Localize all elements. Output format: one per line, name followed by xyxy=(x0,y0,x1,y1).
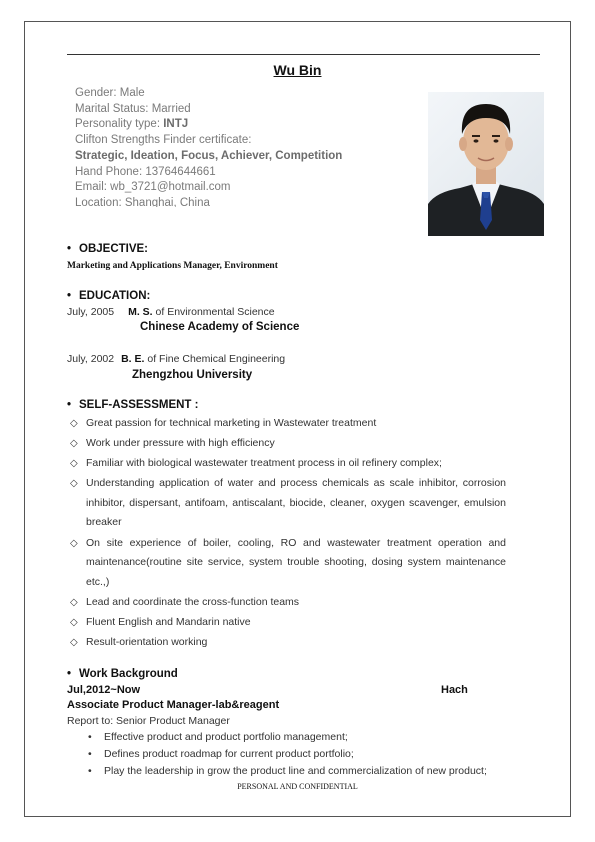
gender: Gender: Male xyxy=(75,87,145,99)
clifton-strengths: Strategic, Ideation, Focus, Achiever, Competition xyxy=(75,149,343,162)
education-school-1: Chinese Academy of Science xyxy=(140,321,300,333)
list-item-text: Great passion for technical marketing in Wastewater treatment xyxy=(86,417,377,429)
education-heading xyxy=(67,290,150,302)
objective-text: Marketing and Applications Manager, Environment xyxy=(67,261,278,271)
diamond-bullet-icon: ◇ xyxy=(70,537,78,549)
diamond-bullet-icon: ◇ xyxy=(70,616,78,628)
personal-info xyxy=(75,86,342,207)
list-item-text: Familiar with biological wastewater treatment process in oil refinery complex; xyxy=(86,457,442,470)
personality-type xyxy=(75,117,342,133)
work-title: Associate Product Manager-lab&reagent xyxy=(67,699,280,711)
work-company: Hach xyxy=(441,684,468,696)
bullet-icon: • xyxy=(88,731,92,743)
list-item-text: Understanding application of water and process chemicals as scale inhibitor, corrosion inhibitor, dispersant, antifoam, antiscalant, biocide, cleaner, oxygen scavenger, emulsion breaker xyxy=(86,477,506,529)
personality-label: Personality type: xyxy=(75,118,164,131)
list-item-text: On site experience of boiler, cooling, RO and wastewater treatment operation and maintenance(routine site service, system trouble shooting, dosing system maintenance etc.,) xyxy=(86,536,506,588)
education-date: July, 2002 xyxy=(67,353,115,365)
diamond-bullet-icon: ◇ xyxy=(70,438,78,450)
diamond-bullet-icon: ◇ xyxy=(70,418,78,429)
bullet-icon: • xyxy=(88,764,92,777)
list-item xyxy=(70,414,506,434)
education-entry-1 xyxy=(67,306,275,318)
portrait-illustration xyxy=(428,92,544,236)
list-item-text: Work under pressure with high efficiency xyxy=(86,437,275,450)
phone: Hand Phone: 13764644661 xyxy=(75,165,216,178)
list-item-text: Lead and coordinate the cross-function teams xyxy=(86,595,300,608)
candidate-name: Wu Bin xyxy=(273,62,322,78)
education-school-2: Zhengzhou University xyxy=(132,369,253,381)
list-item xyxy=(88,729,487,746)
education-field: of Fine Chemical Engineering xyxy=(144,353,286,365)
list-item xyxy=(70,454,506,474)
email: Email: wb_3721@hotmail.com xyxy=(75,181,231,194)
list-item xyxy=(70,633,506,653)
work-background-heading xyxy=(67,668,178,680)
diamond-bullet-icon: ◇ xyxy=(70,458,78,470)
list-item-text: Defines product roadmap for current product portfolio; xyxy=(104,747,354,760)
work-period: Jul,2012~Now xyxy=(67,684,141,696)
self-assessment-heading-label: SELF-ASSESSMENT : xyxy=(79,399,199,411)
diamond-bullet-icon: ◇ xyxy=(70,637,78,649)
list-item xyxy=(88,763,487,780)
list-item xyxy=(70,593,506,613)
bullet-icon: • xyxy=(67,290,72,302)
objective-heading xyxy=(67,243,148,255)
marital-status: Marital Status: Married xyxy=(75,102,191,115)
personality-value: INTJ xyxy=(163,118,189,131)
self-assessment-list xyxy=(70,414,506,653)
work-background-heading-label: Work Background xyxy=(79,668,178,680)
bullet-icon: • xyxy=(67,668,72,680)
work-duties-list xyxy=(88,729,487,779)
list-item xyxy=(70,613,506,633)
bullet-icon: • xyxy=(67,243,72,255)
list-item-text: Result-orientation working xyxy=(86,636,208,649)
clifton-label: Clifton Strengths Finder certificate: xyxy=(75,134,252,147)
education-date: July, 2005 xyxy=(67,306,115,318)
bullet-icon: • xyxy=(88,747,92,760)
top-rule xyxy=(67,54,540,55)
diamond-bullet-icon: ◇ xyxy=(70,596,78,608)
footer-confidential: PERSONAL AND CONFIDENTIAL xyxy=(237,782,358,791)
list-item-text: Effective product and product portfolio management; xyxy=(104,731,348,743)
education-degree: B. E. xyxy=(121,353,145,365)
education-field: of Environmental Science xyxy=(152,306,275,318)
location: Location: Shanghai, China xyxy=(75,196,210,207)
self-assessment-heading xyxy=(67,399,198,411)
list-item-text: Play the leadership in grow the product line and commercialization of new product; xyxy=(104,764,487,777)
list-item xyxy=(70,534,506,593)
list-item xyxy=(70,474,506,533)
list-item xyxy=(70,434,506,454)
education-heading-label: EDUCATION: xyxy=(79,290,151,302)
bullet-icon: • xyxy=(67,399,72,411)
list-item-text: Fluent English and Mandarin native xyxy=(86,615,251,628)
education-degree: M. S. xyxy=(128,306,153,318)
education-entry-2 xyxy=(67,353,285,365)
objective-heading-label: OBJECTIVE: xyxy=(79,243,149,255)
profile-photo xyxy=(428,92,544,236)
diamond-bullet-icon: ◇ xyxy=(70,478,78,490)
list-item xyxy=(88,746,487,763)
work-report-to: Report to: Senior Product Manager xyxy=(67,715,230,727)
